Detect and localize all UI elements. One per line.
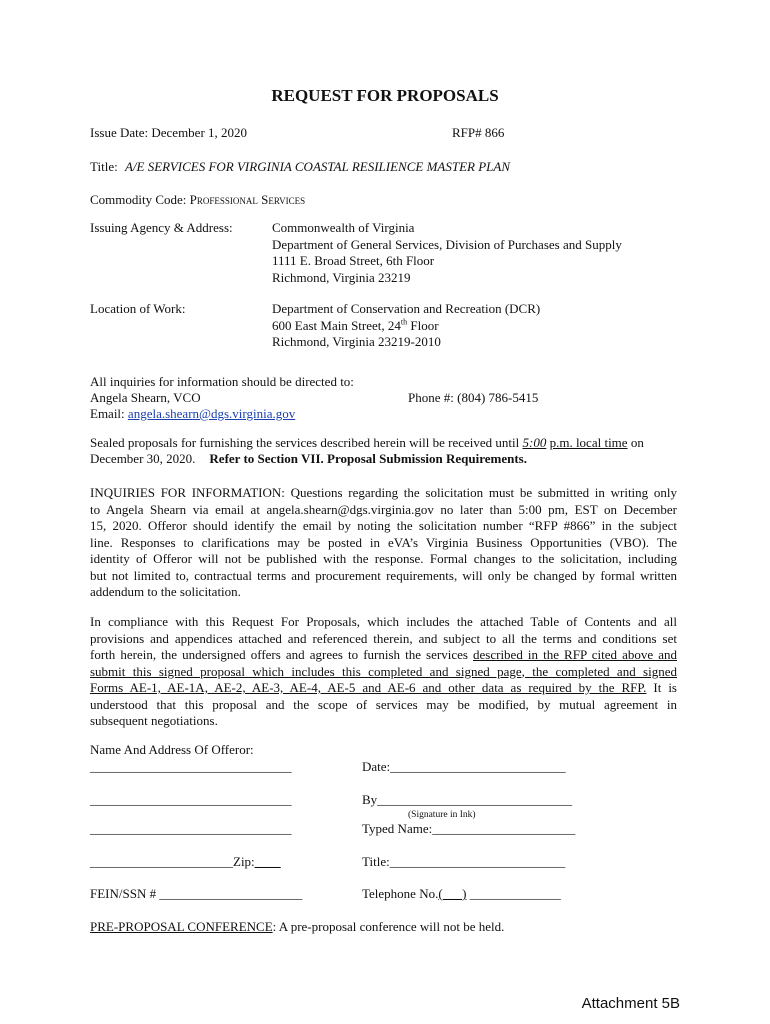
location-of-work-label: Location of Work:: [90, 301, 186, 316]
page-title: REQUEST FOR PROPOSALS: [271, 86, 499, 105]
agency-line: Commonwealth of Virginia: [272, 220, 415, 235]
email-link[interactable]: angela.shearn@dgs.virginia.gov: [127, 406, 296, 421]
issuing-agency-label: Issuing Agency & Address:: [90, 220, 233, 235]
submission-reference: Refer to Section VII. Proposal Submission Requirements.: [209, 451, 527, 466]
rfp-number: RFP# 866: [452, 125, 505, 140]
telephone-field[interactable]: Telephone No.(___) ______________: [362, 886, 561, 901]
rfp-title-line: [90, 159, 510, 176]
location-line: 600 East Main Street, 24th Floor: [272, 317, 439, 333]
sealed-proposals-line1: Sealed proposals for furnishing the services described herein will be received until 5:00 p.m. local time on: [90, 435, 644, 450]
deadline-time-suffix: p.m. local time: [549, 435, 628, 450]
zip-field[interactable]: ____: [254, 854, 281, 869]
rfp-title-value: A/E SERVICES FOR VIRGINIA COASTAL RESILIENCE MASTER PLAN: [124, 159, 510, 174]
fein-field[interactable]: FEIN/SSN # ______________________: [90, 886, 303, 901]
email-label: Email:: [90, 406, 128, 421]
offeror-address-blank[interactable]: _______________________________: [90, 792, 292, 807]
contact-phone: Phone #: (804) 786-5415: [408, 390, 539, 405]
compliance-paragraph: In compliance with this Request For Proposals, which includes the attached Table of Contents and all provisions and appendices attached and referenced therein, and subject to all the terms and conditions set forth herein, the undersigned offers and agrees to furnish the services described in the RFP cited above and submit this signed proposal which includes this completed and signed page, the completed and signed Forms AE-1, AE-1A, AE-2, AE-3, AE-4, AE-5 and AE-6 and other data as required by the RFP. It is understood that this proposal and the scope of services may be modified, by mutual agreement in subsequent negotiations.: [90, 614, 677, 728]
location-line: Richmond, Virginia 23219-2010: [272, 334, 441, 349]
title-field[interactable]: Title:___________________________: [362, 854, 566, 869]
signature-note: (Signature in Ink): [408, 810, 476, 820]
sealed-proposals-line2: December 30, 2020. Refer to Section VII. Proposal Submission Requirements.: [90, 451, 527, 466]
commodity-label: Commodity Code:: [90, 192, 187, 207]
date-field[interactable]: Date:___________________________: [362, 759, 566, 774]
agency-line: 1111 E. Broad Street, 6th Floor: [272, 253, 435, 268]
typed-name-field[interactable]: Typed Name:______________________: [362, 821, 576, 836]
issue-date: Issue Date: December 1, 2020: [90, 125, 248, 140]
inquiries-intro: All inquiries for information should be directed to:: [90, 374, 354, 389]
agency-line: Department of General Services, Division of Purchases and Supply: [272, 236, 622, 252]
commodity-value: Professional Services: [189, 192, 306, 207]
zip-label: Zip:: [233, 854, 255, 869]
rfp-title-label: Title:: [90, 159, 118, 174]
agency-line: Richmond, Virginia 23219: [272, 269, 411, 285]
pre-proposal-conference: PRE-PROPOSAL CONFERENCE: A pre-proposal conference will not be held.: [90, 919, 505, 934]
location-of-work-address: [272, 301, 540, 351]
inquiries-paragraph: INQUIRIES FOR INFORMATION: Questions regarding the solicitation must be submitted in writing only to Angela Shearn via email at angela.shearn@dgs.virginia.gov no later than 5:00 pm, EST on December 15, 2020. Offeror should identify the email by noting the solicitation number “RFP #866” in the subject line. Responses to clarifications may be posted in eVA’s Virginia Business Opportunities (VBO). The identity of Offeror will not be published with the response. Formal changes to the solicitation, including but not limited to, contractual terms and procurement requirements, will only be changed by formal written addendum to the solicitation.: [90, 485, 677, 599]
city-zip-line[interactable]: ______________________Zip:____: [90, 854, 281, 869]
contact-name: Angela Shearn, VCO: [90, 390, 201, 405]
deadline-time: 5:00: [522, 435, 547, 450]
issuing-agency-address: [272, 220, 622, 286]
pre-proposal-label: PRE-PROPOSAL CONFERENCE: [90, 919, 273, 934]
offeror-address-blank-2[interactable]: _______________________________: [90, 821, 292, 836]
contact-email-line: [90, 406, 295, 423]
signature-field[interactable]: By______________________________: [362, 792, 573, 807]
location-line: Department of Conservation and Recreation (DCR): [272, 301, 541, 316]
offeror-heading: Name And Address Of Offeror:: [90, 742, 254, 757]
offeror-name-blank[interactable]: _______________________________: [90, 759, 292, 774]
commodity-code-line: [90, 192, 305, 209]
attachment-footer: Attachment 5B: [581, 995, 680, 1012]
